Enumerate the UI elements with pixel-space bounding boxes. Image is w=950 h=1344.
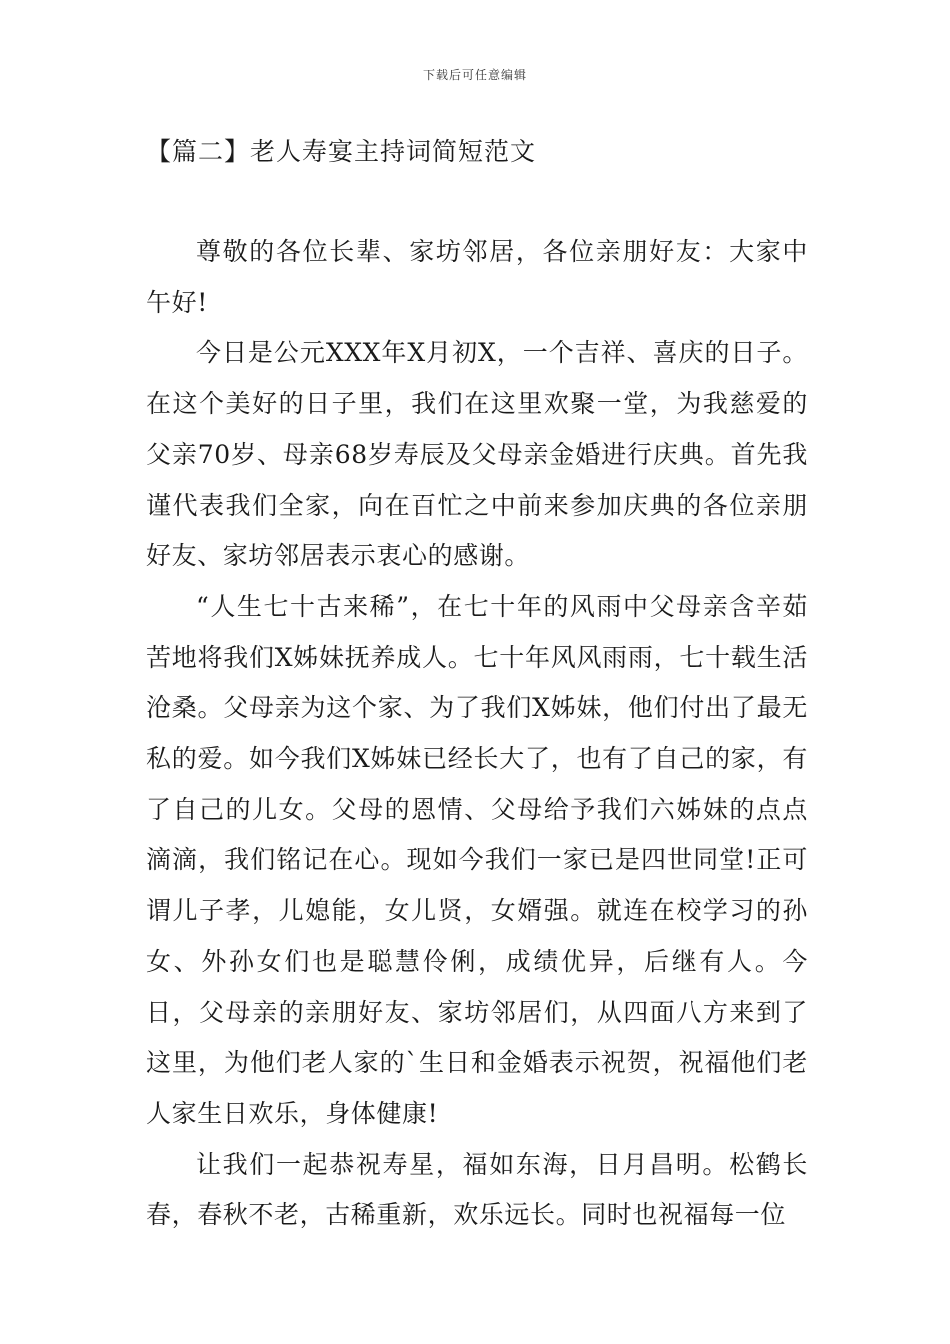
paragraph-family: “人生七十古来稀”，在七十年的风雨中父母亲含辛茹苦地将我们X姊妹抚养成人。七十年风风雨雨，七十载生活沧桑。父母亲为这个家、为了我们X姊妹，他们付出了最无私的爱。如今我们X姊妹已经长大了，也有了自己的家，有了自己的儿女。父母的恩情、父母给予我们六姊妹的点点滴滴，我们铭记在心。现如今我们一家已是四世同堂!正可谓儿子孝，儿媳能，女儿贤，女婿强。就连在校学习的孙女、外孙女们也是聪慧伶俐，成绩优异，后继有人。今日，父母亲的亲朋好友、家坊邻居们，从四面八方来到了这里，为他们老人家的`生日和金婚表示祝贺，祝福他们老人家生日欢乐，身体健康! [146,591,808,1128]
document-title: 【篇二】老人寿宴主持词简短范文 [146,137,537,166]
header-note: 下载后可任意编辑 [422,68,527,82]
paragraph-blessing: 让我们一起恭祝寿星，福如东海，日月昌明。松鹤长春，春秋不老，古稀重新，欢乐远长。同时也祝福每一位 [146,1149,808,1230]
paragraph-greeting: 尊敬的各位长辈、家坊邻居，各位亲朋好友：大家中午好! [146,237,808,317]
document-body [146,227,808,1241]
paragraph-opening: 今日是公元XXX年X月初X，一个吉祥、喜庆的日子。在这个美好的日子里，我们在这里欢聚一堂，为我慈爱的父亲70岁、母亲68岁寿辰及父母亲金婚进行庆典。首先我谨代表我们全家，向在百忙之中前来参加庆典的各位亲朋好友、家坊邻居表示衷心的感谢。 [146,338,808,571]
